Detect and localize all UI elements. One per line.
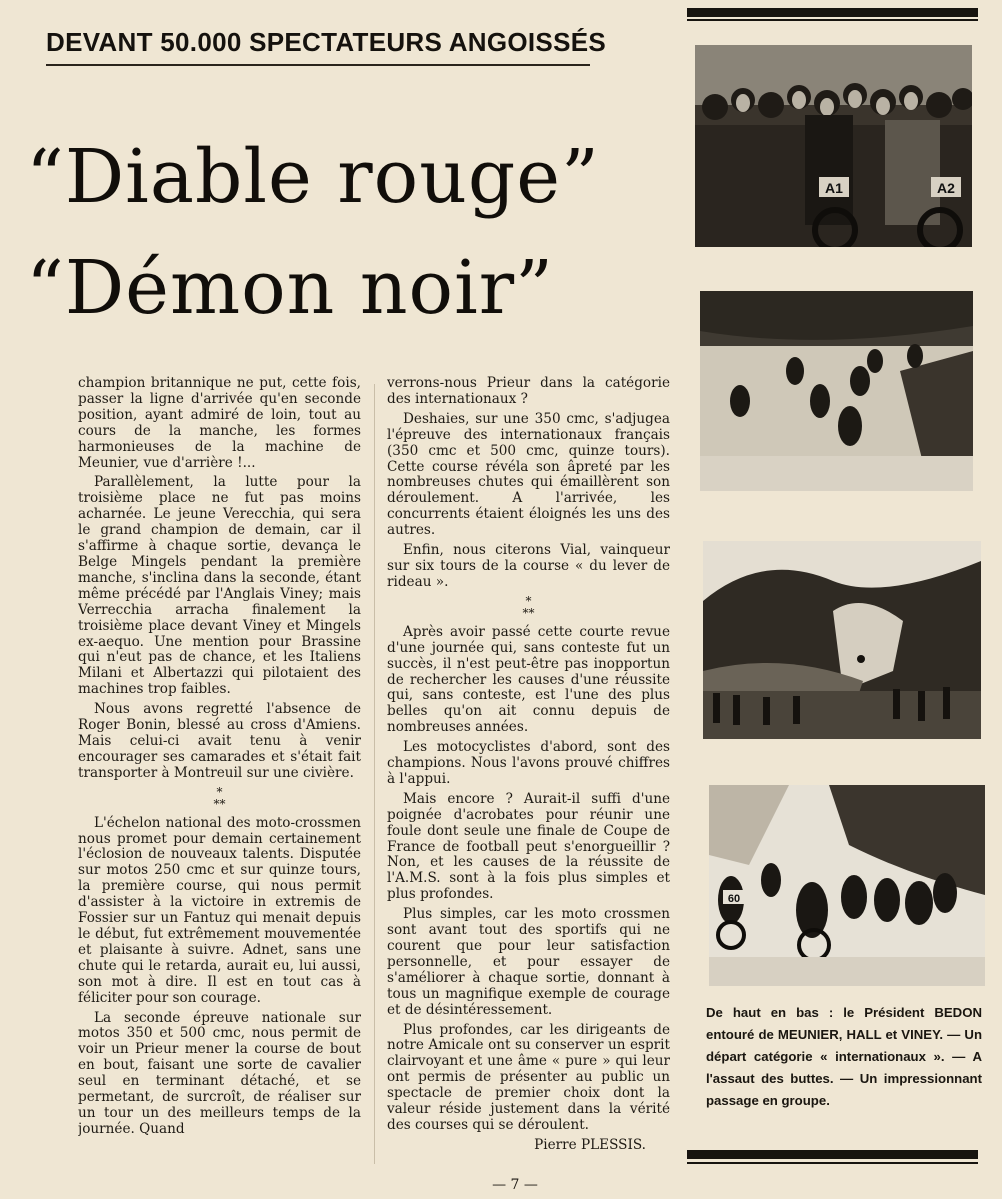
kicker-underline bbox=[46, 64, 590, 66]
col1-paragraph: L'échelon national des moto-crossmen nous promet pour demain certainement l'éclosion de nouveaux talents. Disputée sur motos 250 cmc et sur quinze tours, la première course, qui nous permit d'assister à la victoire in extremis de Fossier sur un Fantuz qui menait depuis le début, fut extrêmement mouvementée et plaisante à suivre. Adnet, sans une chute qui le retarda, aurait eu, lui aussi, son mot à dire. Il est en tout cas à féliciter pour son courage. bbox=[78, 814, 361, 1006]
col1-paragraph: champion britannique ne put, cette fois, passer la ligne d'arrivée qu'en seconde position, ayant admiré de loin, tout au cours de la manche, les formes harmonieuses de la machine de Meunier, vue d'arrière !... bbox=[78, 376, 361, 471]
photo-assaut-des-buttes bbox=[703, 541, 981, 739]
col1-paragraph: La seconde épreuve nationale sur motos 350 et 500 cmc, nous permit de voir un Prieur mener la course de bout en bout, faisant une sorte de cavalier seul en terminant détaché, et se permetant, de surcroît, de réaliser sur un tour un des meilleurs temps de la journée. Quand bbox=[78, 1009, 361, 1137]
col2-paragraph: Deshaies, sur une 350 cmc, s'adjugea l'épreuve des internationaux français (350 cmc et 500 cmc, quinze tours). Cette course révéla son âpreté par les nombreuses chutes qui émaillèrent son déroulement. A l'arrivée, les concurrents étaient éloignés les uns des autres. bbox=[387, 410, 670, 539]
bottom-rule-thin bbox=[687, 1162, 978, 1164]
section-asterism: * ** bbox=[213, 784, 226, 811]
caption-text: De haut en bas : le Président BEDON entouré de MEUNIER, HALL et VINEY. — Un départ catégorie « internationaux ». — A l'assaut des buttes. — Un impressionnant passage en groupe. bbox=[706, 1005, 982, 1108]
author-signature: Pierre PLESSIS. bbox=[534, 1136, 646, 1153]
col2-paragraph: Plus profondes, car les dirigeants de notre Amicale ont su conserver un esprit clairvoyant et une âme « pure » qui leur ont permis de présenter au public un spectacle de premier choix dont la valeur réside justement dans la vérité des courses qui se déroulent. bbox=[387, 1021, 670, 1133]
top-rule-thick bbox=[687, 8, 978, 17]
bib-number-2: A2 bbox=[937, 180, 955, 196]
col2-paragraph: Mais encore ? Aurait-il suffi d'une poignée d'acrobates pour réunir une foule dont seule une finale de Coupe de France de football peut s'enorgueillir ? Non, et les causes de la réussite de l'A.M.S. sont à la fois plus simples et plus profondes. bbox=[387, 790, 670, 903]
col1-paragraph: Parallèlement, la lutte pour la troisième place ne fut pas moins acharnée. Le jeune Verecchia, qui sera le grand champion de demain, car il s'affirme à chaque sortie, devança le Belge Mingels pendant la première manche, s'inclina dans la seconde, étant même précédé par l'Anglais Viney; mais Verrecchia arracha finalement la troisième place devant Viney et Mingels ex-aequo. Une mention pour Brassine qui n'eut pas de chance, et les Italiens Milani et Albertazzi qui pilotaient des machines trop faibles. bbox=[78, 474, 361, 698]
col2-paragraph: Les motocyclistes d'abord, sont des champions. Nous l'avons prouvé chiffres à l'appui. bbox=[387, 739, 670, 787]
top-rule-thin bbox=[687, 19, 978, 21]
article-column-2 bbox=[387, 376, 670, 1176]
bib-number-1: A1 bbox=[825, 180, 843, 196]
photo-caption bbox=[706, 1002, 982, 1112]
headline-line-2: “Démon noir” bbox=[26, 245, 554, 331]
article-column-1 bbox=[78, 376, 361, 1176]
bottom-rule-thick bbox=[687, 1150, 978, 1159]
col2-paragraph: Après avoir passé cette courte revue d'une journée qui, sans conteste fut un succès, il n'est peut-être pas inopportun de rechercher les causes d'une réussite qui, sans conteste, est l'une des plus belles qu'on ait connu depuis de nombreuses années. bbox=[387, 623, 670, 736]
col1-paragraph: Nous avons regretté l'absence de Roger Bonin, blessé au cross d'Amiens. Mais celui-ci avait tenu à venir encourager ses camarades et s'était fait transporter à Montreuil sur une civière. bbox=[78, 701, 361, 781]
col2-paragraph: Plus simples, car les moto crossmen sont avant tout des sportifs qui ne courent que pour leur satisfaction personnelle, et pour essayer de s'améliorer à chaque sortie, donnant à tous un magnifique exemple de courage et de désintéressement. bbox=[387, 906, 670, 1018]
column-divider bbox=[374, 384, 375, 1164]
photo-depart-internationaux bbox=[700, 291, 973, 491]
col2-paragraph: verrons-nous Prieur dans la catégorie des internationaux ? bbox=[387, 376, 670, 407]
col2-paragraph: Enfin, nous citerons Vial, vainqueur sur six tours de la course « du lever de rideau ». bbox=[387, 542, 670, 590]
page-number: — 7 — bbox=[492, 1177, 538, 1193]
photo-president-bedon bbox=[695, 45, 972, 247]
headline-line-1: “Diable rouge” bbox=[26, 134, 600, 220]
photo-passage-en-groupe bbox=[709, 785, 985, 986]
kicker-heading: DEVANT 50.000 SPECTATEURS ANGOISSÉS bbox=[46, 27, 607, 57]
section-asterism: * ** bbox=[522, 593, 535, 620]
bib-number-60: 60 bbox=[727, 893, 741, 905]
